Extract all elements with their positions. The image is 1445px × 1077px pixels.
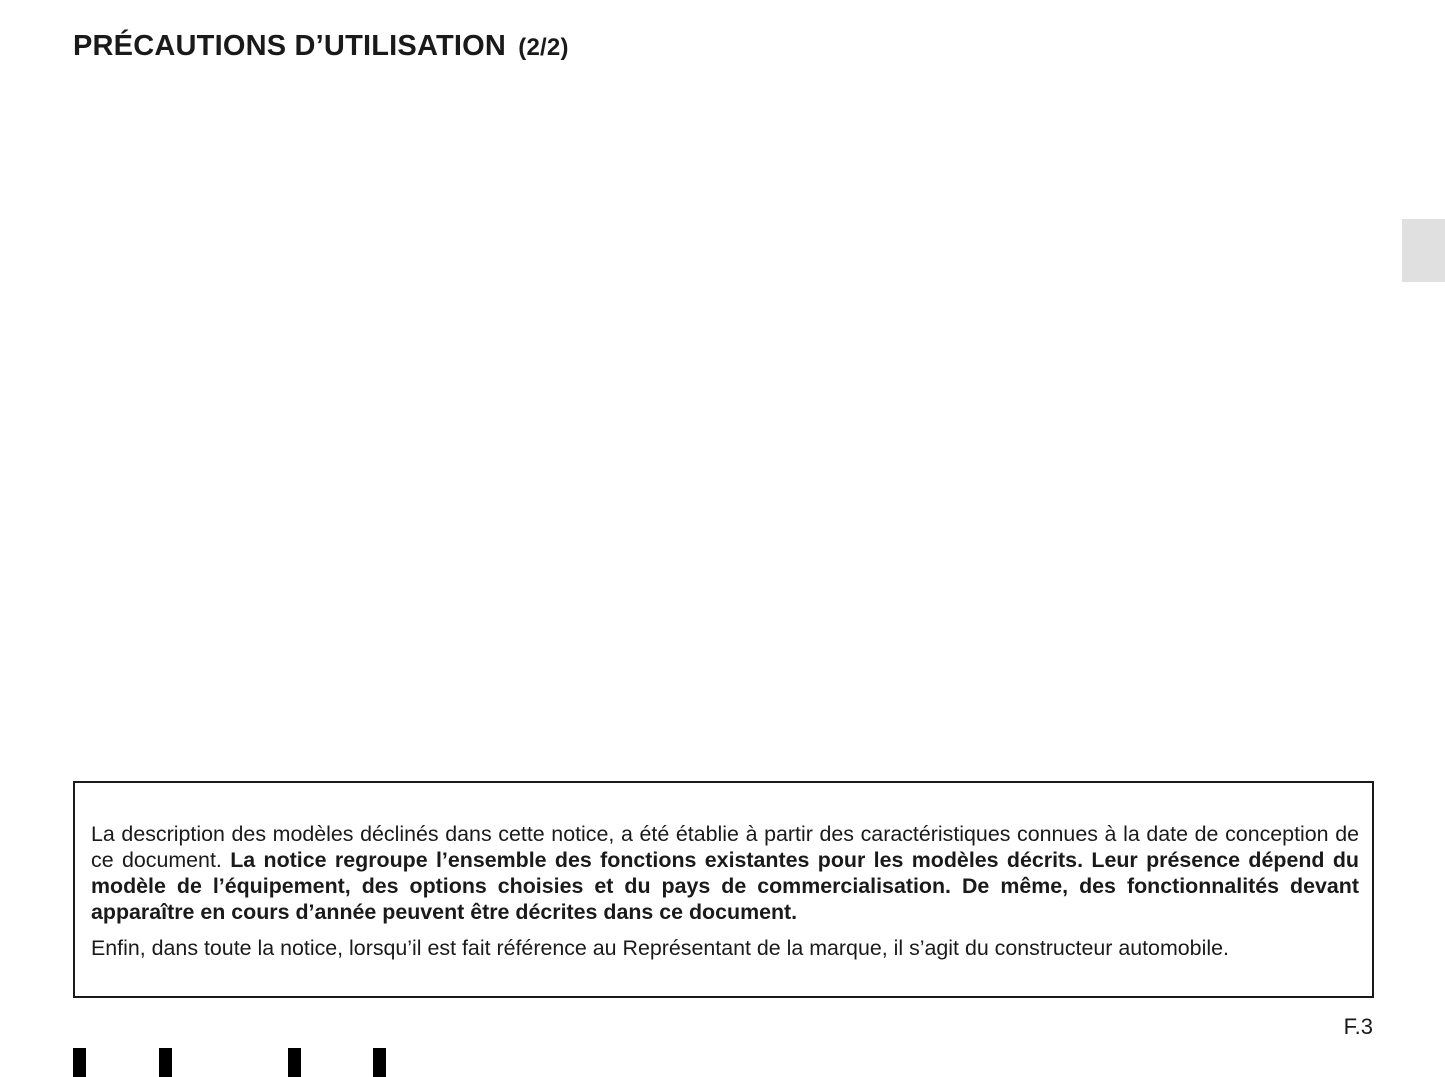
notice-paragraph-1-regular: La description des modèles déclinés dans cette notice, a été établie à partir des caractéristiques connues à la date de conception de ce document. <box>91 822 1359 872</box>
crop-mark <box>288 1048 301 1077</box>
crop-mark <box>159 1048 172 1077</box>
notice-box <box>73 781 1374 998</box>
crop-mark <box>73 1048 86 1077</box>
page-title-suffix: (2/2) <box>518 34 569 61</box>
page-title-text: PRÉCAUTIONS D’UTILISATION <box>73 30 507 62</box>
chapter-tab <box>1402 219 1445 282</box>
crop-mark <box>373 1048 386 1077</box>
notice-paragraph-2: Enfin, dans toute la notice, lorsqu’il est fait référence au Représentant de la marque, il s’agit du constructeur automobile. <box>91 936 1229 960</box>
page-title <box>73 30 569 63</box>
notice-paragraph-1-bold: La notice regroupe l’ensemble des fonctions existantes pour les modèles décrits. Leur présence dépend du modèle de l’équipement, des options choisies et du pays de commercialisation. De même, des fonctionnalités devant apparaître en cours d’année peuvent être décrites dans ce document. <box>91 848 1359 924</box>
notice-paragraph-1 <box>91 821 1359 925</box>
page-number: F.3 <box>1343 1014 1373 1039</box>
